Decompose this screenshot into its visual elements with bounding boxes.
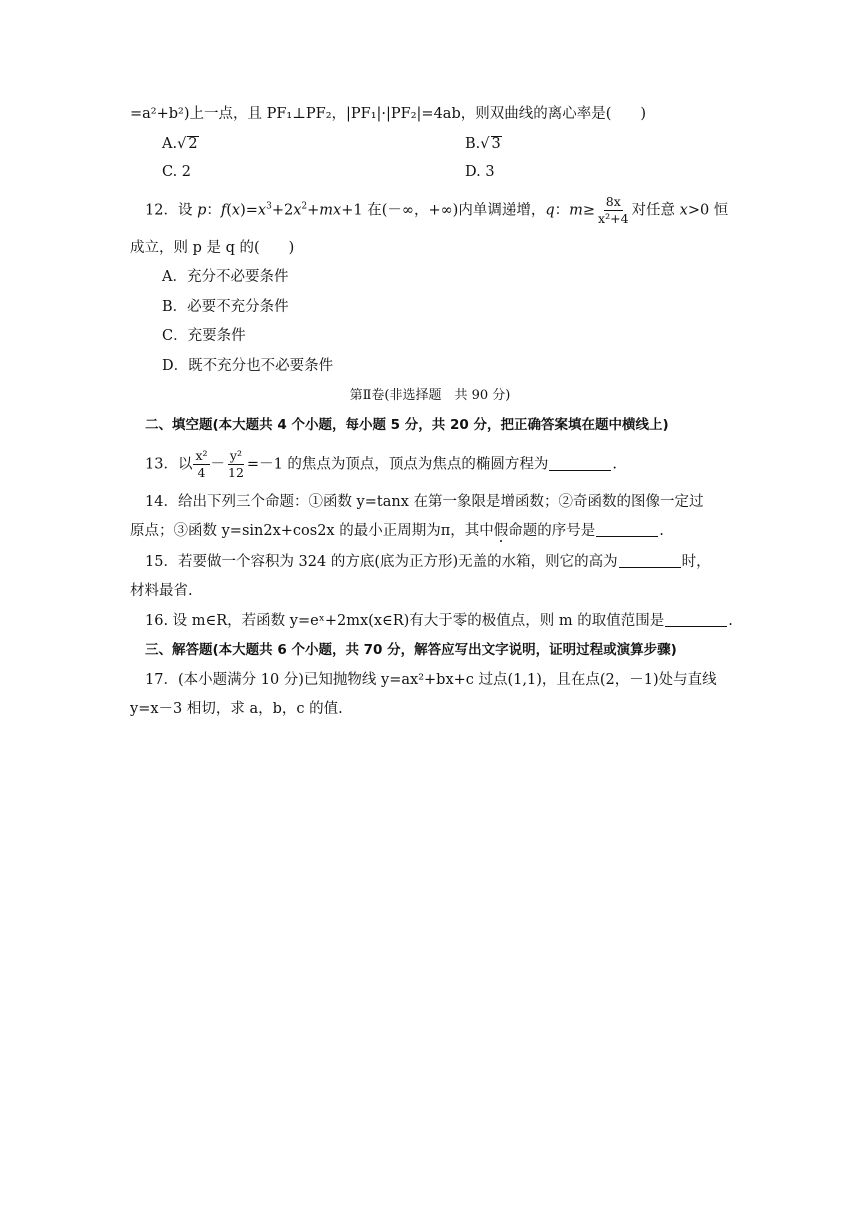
sqrt-icon: √ [480,136,490,152]
answer-blank[interactable] [619,553,681,568]
q12-frac-num: 8x [605,194,621,209]
q13-pre-text: 以 [177,456,193,473]
q11-option-b [465,134,502,154]
q14-end: . [659,523,664,539]
q13-frac1-num: x² [195,448,208,463]
answer-blank[interactable] [596,522,658,537]
q11-option-a [162,134,199,154]
q11-option-b-value: 3 [491,136,501,152]
q13-fraction-y [226,448,246,481]
q15-line1 [145,552,711,572]
q14-line1: 14．给出下列三个命题：①函数 y=tanx 在第一象限是增函数；②奇函数的图像一定过 [145,494,704,510]
q12-frac-den: x²+4 [598,211,629,226]
q12-stem-line1: 12．设 p：$f(x)=x^3+2x^2+mx+1$ 在(－∞，+∞)内单调递增，q：m≥ $\frac{8x}{\text{x²+4}}$ 对任意 x>0 恒 [145,194,729,226]
q12-option-a: A．充分不必要条件 [162,269,289,285]
q13-fraction-x [193,448,209,481]
q11-option-d: D. 3 [465,164,495,180]
q12-stem-line2: 成立，则 p 是 q 的( ) [130,240,295,256]
fill-section-heading: 二、填空题(本大题共 4 个小题，每小题 5 分，共 20 分，把正确答案填在题中横线上) [145,417,669,433]
q13-end: . [612,456,618,473]
q17-line2: y=x－3 相切，求 a，b，c 的值. [130,701,343,717]
q13-frac1-den: 4 [197,465,206,480]
q14-line2-pre: 原点；③函数 y=sin2x+cos2x 的最小正周期为π，其中 [130,523,494,539]
q13-number: 13． [145,456,178,473]
q14-line2 [130,521,664,541]
q12-option-b: B．必要不充分条件 [162,299,289,315]
q11-option-a-label: A. [162,136,178,152]
q12-number: 12． [145,202,178,219]
q16-line [145,611,733,631]
q14-line2-post: 命题的序号是 [508,523,596,539]
q15-line1-post: 时， [681,554,711,570]
answer-section-heading: 三、解答题(本大题共 6 个小题，共 70 分，解答应写出文字说明，证明过程或演算步骤) [145,642,677,658]
q15-line2: 材料最省. [130,583,193,599]
answer-blank[interactable] [549,456,611,471]
q14-emphasis-char: 假 [493,523,509,539]
q17-line1: 17．(本小题满分 10 分)已知抛物线 y=ax²+bx+c 过点(1,1)，且在点(2，－1)处与直线 [145,672,717,688]
q13-frac2-num: y² [229,448,242,463]
q12-option-c: C．充要条件 [162,328,246,344]
sqrt-icon: √ [177,136,187,152]
q13-line [145,448,617,481]
q13-post-text: =－1 的焦点为顶点，顶点为焦点的椭圆方程为 [246,456,549,473]
answer-blank[interactable] [665,612,727,627]
q12-fraction [596,194,631,227]
q11-option-c: C. 2 [162,164,192,180]
q15-line1-pre: 15．若要做一个容积为 324 的方底(底为正方形)无盖的水箱，则它的高为 [145,554,618,570]
q11-stem-text: =a²+b²)上一点，且 PF₁⊥PF₂，|PF₁|·|PF₂|=4ab，则双曲线的离心率是( ) [130,106,647,122]
q11-option-b-label: B. [465,136,481,152]
q11-option-a-value: 2 [188,136,198,152]
part2-title: 第Ⅱ卷(非选择题 共 90 分) [349,388,511,403]
q16-text: 16. 设 m∈R，若函数 y=eˣ+2mx(x∈R)有大于零的极值点，则 m 的取值范围是 [145,613,665,629]
q16-end: . [728,613,733,629]
q13-minus: － [210,456,226,473]
q12-option-d: D．既不充分也不必要条件 [162,358,334,374]
q11-stem-line [130,104,646,124]
q13-frac2-den: 12 [228,465,244,480]
